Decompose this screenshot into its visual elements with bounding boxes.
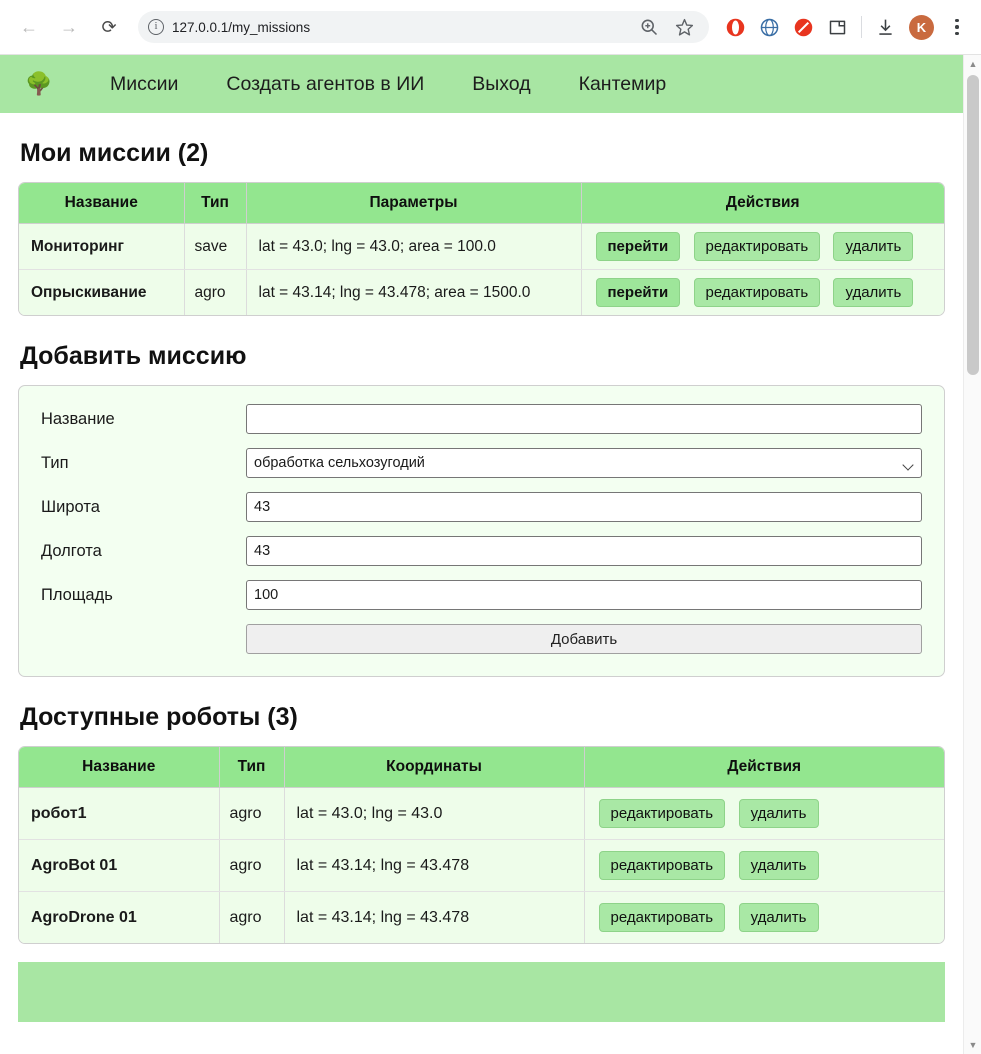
scroll-up-icon[interactable]: ▲ bbox=[968, 59, 978, 69]
site-logo-icon[interactable]: 🌳 bbox=[25, 71, 53, 96]
avatar[interactable]: K bbox=[909, 15, 934, 40]
mission-name: Мониторинг bbox=[19, 224, 184, 270]
form-row-lat bbox=[41, 492, 922, 522]
lng-input[interactable] bbox=[246, 536, 922, 566]
lat-input[interactable] bbox=[246, 492, 922, 522]
mission-type: agro bbox=[184, 270, 246, 316]
goto-button[interactable]: перейти bbox=[596, 278, 681, 307]
nav-item-logout[interactable]: Выход bbox=[472, 72, 531, 95]
mission-name: Опрыскивание bbox=[19, 270, 184, 316]
table-row bbox=[19, 224, 944, 270]
robots-table-card bbox=[18, 746, 945, 944]
robot-coords: lat = 43.14; lng = 43.478 bbox=[284, 892, 584, 944]
table-header-row bbox=[19, 183, 944, 224]
area-input[interactable] bbox=[246, 580, 922, 610]
edit-button[interactable]: редактировать bbox=[694, 232, 821, 261]
table-row bbox=[19, 788, 944, 840]
block-icon[interactable] bbox=[793, 17, 814, 38]
forward-arrow-icon[interactable]: → bbox=[60, 16, 78, 37]
extensions-area bbox=[725, 15, 967, 40]
label-area: Площадь bbox=[41, 585, 113, 604]
type-select[interactable] bbox=[246, 448, 922, 478]
form-row-submit bbox=[41, 624, 922, 654]
delete-button[interactable]: удалить bbox=[833, 232, 913, 261]
goto-button[interactable]: перейти bbox=[596, 232, 681, 261]
column-header-actions: Действия bbox=[584, 747, 944, 788]
scroll-down-icon[interactable]: ▼ bbox=[968, 1040, 978, 1050]
missions-title: Мои миссии (2) bbox=[20, 139, 209, 167]
nav-item-username[interactable]: Кантемир bbox=[578, 72, 667, 95]
label-name: Название bbox=[41, 409, 115, 428]
nav-item-create-ai-agents[interactable]: Создать агентов в ИИ bbox=[226, 72, 425, 95]
table-row bbox=[19, 270, 944, 316]
edit-button[interactable]: редактировать bbox=[694, 278, 821, 307]
column-header-type: Тип bbox=[219, 747, 284, 788]
column-header-coords: Координаты bbox=[284, 747, 584, 788]
footer-strip bbox=[18, 962, 945, 1022]
reload-icon[interactable]: ⟳ bbox=[101, 16, 117, 37]
edit-button[interactable]: редактировать bbox=[599, 851, 726, 880]
column-header-params: Параметры bbox=[246, 183, 581, 224]
delete-button[interactable]: удалить bbox=[739, 903, 819, 932]
page-scrollbar[interactable] bbox=[963, 55, 981, 1054]
nav-item-missions[interactable]: Миссии bbox=[110, 72, 179, 95]
site-info-icon[interactable]: i bbox=[148, 19, 164, 35]
globe-icon[interactable] bbox=[759, 17, 780, 38]
form-row-area bbox=[41, 580, 922, 610]
robot-actions bbox=[584, 788, 944, 840]
url-text: 127.0.0.1/my_missions bbox=[172, 19, 311, 35]
delete-button[interactable]: удалить bbox=[833, 278, 913, 307]
star-icon[interactable] bbox=[674, 17, 695, 38]
form-row-type bbox=[41, 448, 922, 478]
table-row bbox=[19, 892, 944, 944]
opera-icon[interactable] bbox=[725, 17, 746, 38]
delete-button[interactable]: удалить bbox=[739, 851, 819, 880]
robot-type: agro bbox=[219, 892, 284, 944]
missions-table bbox=[19, 183, 944, 315]
form-row-lng bbox=[41, 536, 922, 566]
kebab-menu-icon[interactable] bbox=[947, 19, 967, 36]
column-header-type: Тип bbox=[184, 183, 246, 224]
mission-type: save bbox=[184, 224, 246, 270]
site-navbar bbox=[0, 55, 963, 113]
toolbar-divider bbox=[861, 16, 862, 38]
mission-params: lat = 43.14; lng = 43.478; area = 1500.0 bbox=[246, 270, 581, 316]
type-select-wrapper[interactable] bbox=[246, 448, 922, 478]
robots-title: Доступные роботы (3) bbox=[20, 703, 298, 731]
extension-icon[interactable] bbox=[827, 17, 848, 38]
robot-type: agro bbox=[219, 840, 284, 892]
browser-toolbar bbox=[0, 0, 981, 55]
edit-button[interactable]: редактировать bbox=[599, 903, 726, 932]
form-row-name bbox=[41, 404, 922, 434]
robot-name: робот1 bbox=[19, 788, 219, 840]
label-type: Тип bbox=[41, 453, 69, 472]
robot-name: AgroDrone 01 bbox=[19, 892, 219, 944]
robot-coords: lat = 43.14; lng = 43.478 bbox=[284, 840, 584, 892]
edit-button[interactable]: редактировать bbox=[599, 799, 726, 828]
table-row bbox=[19, 840, 944, 892]
scrollbar-thumb[interactable] bbox=[967, 75, 979, 375]
page-content bbox=[0, 55, 963, 1054]
robot-actions bbox=[584, 892, 944, 944]
name-input[interactable] bbox=[246, 404, 922, 434]
add-mission-button[interactable]: Добавить bbox=[246, 624, 922, 654]
robot-type: agro bbox=[219, 788, 284, 840]
delete-button[interactable]: удалить bbox=[739, 799, 819, 828]
back-arrow-icon[interactable]: ← bbox=[20, 16, 38, 37]
form-spacer bbox=[41, 624, 246, 654]
zoom-icon[interactable] bbox=[639, 17, 660, 38]
mission-actions bbox=[581, 224, 944, 270]
address-bar[interactable] bbox=[138, 11, 709, 43]
column-header-name: Название bbox=[19, 183, 184, 224]
mission-actions bbox=[581, 270, 944, 316]
column-header-actions: Действия bbox=[581, 183, 944, 224]
missions-table-card bbox=[18, 182, 945, 316]
robot-coords: lat = 43.0; lng = 43.0 bbox=[284, 788, 584, 840]
table-header-row bbox=[19, 747, 944, 788]
robot-actions bbox=[584, 840, 944, 892]
column-header-name: Название bbox=[19, 747, 219, 788]
add-mission-title: Добавить миссию bbox=[20, 342, 247, 370]
add-mission-form bbox=[18, 385, 945, 677]
download-icon[interactable] bbox=[875, 17, 896, 38]
label-lng: Долгота bbox=[41, 541, 102, 560]
robots-table bbox=[19, 747, 944, 943]
label-lat: Широта bbox=[41, 497, 100, 516]
mission-params: lat = 43.0; lng = 43.0; area = 100.0 bbox=[246, 224, 581, 270]
robot-name: AgroBot 01 bbox=[19, 840, 219, 892]
page-viewport bbox=[0, 55, 981, 1054]
